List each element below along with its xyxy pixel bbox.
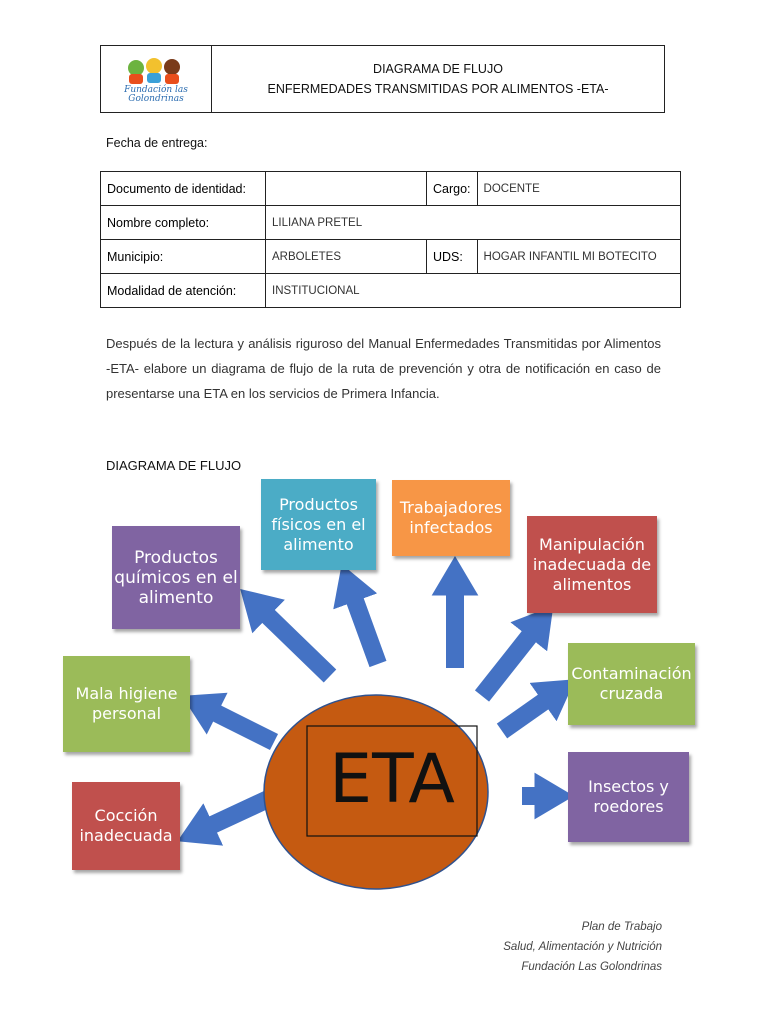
node-higiene: Mala higiene personal	[63, 656, 190, 752]
footer	[503, 917, 662, 977]
fecha-label: Fecha de entrega:	[106, 136, 208, 150]
arrow-to-contaminacion	[502, 700, 546, 731]
footer-line1: Plan de Trabajo	[581, 921, 662, 933]
svg-text:Fundación las: Fundación las	[124, 84, 188, 95]
diagram-heading: DIAGRAMA DE FLUJO	[106, 458, 242, 473]
modalidad-label: Modalidad de atención:	[101, 274, 266, 308]
modalidad-value: INSTITUCIONAL	[266, 274, 681, 308]
header-title-line1: DIAGRAMA DE FLUJO	[373, 62, 503, 76]
node-fisicos: Productos físicos en el alimento	[261, 479, 376, 570]
documento-label: Documento de identidad:	[101, 172, 266, 206]
node-insectos: Insectos y roedores	[568, 752, 689, 842]
nombre-value: LILIANA PRETEL	[266, 206, 681, 240]
municipio-label: Municipio:	[101, 240, 266, 274]
header-title-line2: ENFERMEDADES TRANSMITIDAS POR ALIMENTOS -ETA-	[267, 82, 609, 96]
node-manipulacion: Manipulación inadecuada de alimentos	[527, 516, 657, 613]
cargo-label: Cargo:	[427, 172, 478, 206]
arrow-to-quimicos	[266, 614, 330, 676]
arrow-to-manipulacion	[482, 634, 531, 696]
svg-text:Golondrinas: Golondrinas	[128, 93, 184, 104]
municipio-value: ARBOLETES	[266, 240, 427, 274]
nombre-label: Nombre completo:	[101, 206, 266, 240]
node-trabajadores: Trabajadores infectados	[392, 480, 510, 556]
node-coccion: Cocción inadecuada	[72, 782, 180, 870]
cargo-value: DOCENTE	[477, 172, 680, 206]
arrow-to-coccion	[210, 799, 268, 826]
uds-label: UDS:	[427, 240, 478, 274]
footer-line2: Salud, Alimentación y Nutrición	[503, 941, 662, 953]
instructions-paragraph: Después de la lectura y análisis riguroso del Manual Enfermedades Transmitidas por Alimentos -ETA- elabore un diagrama de flujo de la ruta de prevención y otra de notificación en caso de presentarse una ETA en los servicios de Primera Infancia.	[106, 336, 661, 401]
arrow-to-higiene	[214, 712, 274, 742]
node-quimicos: Productos químicos en el alimento	[112, 526, 240, 629]
node-contaminacion: Contaminación cruzada	[568, 643, 695, 725]
footer-line3: Fundación Las Golondrinas	[521, 961, 662, 973]
eta-center-label: ETA	[329, 740, 455, 819]
uds-value: HOGAR INFANTIL MI BOTECITO	[477, 240, 680, 274]
arrow-to-fisicos	[354, 598, 378, 664]
